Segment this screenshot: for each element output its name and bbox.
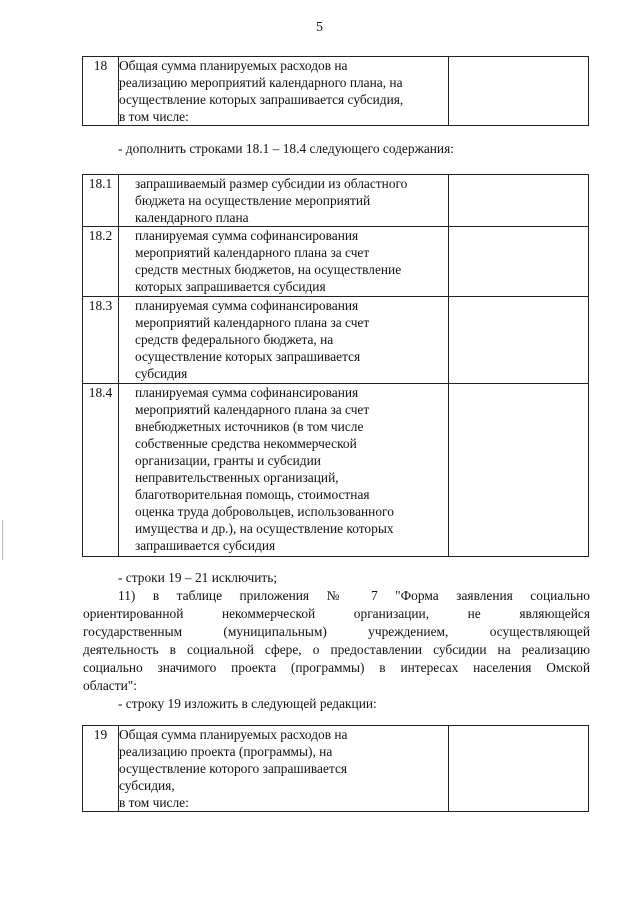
row-number: 18: [83, 57, 119, 126]
row-description: [119, 726, 449, 812]
text-line: реализацию мероприятий календарного плана, на: [119, 75, 403, 90]
text-line: социально значимого проекта (программы) в интересах населения Омской: [83, 660, 590, 675]
row-description: [119, 297, 449, 384]
text-line: благотворительная помощь, стоимостная: [135, 487, 370, 502]
row-19-instruction: - строку 19 изложить в следующей редакции:: [118, 696, 377, 711]
text-line: собственные средства некоммерческой: [135, 436, 357, 451]
table-row: [83, 175, 589, 227]
text-line: в том числе:: [119, 109, 189, 124]
exclude-rows-line: - строки 19 – 21 исключить;: [118, 570, 278, 585]
row-description: [119, 57, 449, 126]
table-row: [83, 384, 589, 557]
text-line: календарного плана: [135, 210, 249, 225]
value-cell: [449, 384, 589, 557]
text-line: субсидия,: [119, 778, 175, 793]
intro-paragraph: - дополнить строками 18.1 – 18.4 следующего содержания:: [118, 141, 454, 156]
text-line: средств местных бюджетов, на осуществление: [135, 262, 402, 277]
text-line: в том числе:: [119, 795, 189, 810]
table-row: [83, 57, 589, 126]
text-line: осуществление которого запрашивается: [119, 761, 348, 776]
row-number: 18.1: [83, 175, 119, 227]
table-bottom: [82, 725, 589, 812]
row-number: 18.3: [83, 297, 119, 384]
text-line: планируемая сумма софинансирования: [135, 228, 359, 243]
text-line: Общая сумма планируемых расходов на: [119, 58, 348, 73]
text-line: внебюджетных источников (в том числе: [135, 419, 364, 434]
text-line: мероприятий календарного плана за счет: [135, 245, 370, 260]
text-line: средств федерального бюджета, на: [135, 332, 334, 347]
row-number: 18.2: [83, 227, 119, 297]
text-line: неправительственных организаций,: [135, 470, 339, 485]
text-line: планируемая сумма софинансирования: [135, 385, 359, 400]
page-number: 5: [316, 20, 323, 35]
row-description: [119, 384, 449, 557]
text-line: реализацию проекта (программы), на: [119, 744, 333, 759]
text-line: которых запрашивается субсидия: [135, 279, 326, 294]
row-description: [119, 227, 449, 297]
text-line: осуществление которых запрашивается: [135, 349, 361, 364]
table-row: [83, 726, 589, 812]
text-line: запрашиваемый размер субсидии из областного: [135, 176, 408, 191]
value-cell: [449, 175, 589, 227]
row-number: 19: [83, 726, 119, 812]
scan-artifact: [2, 520, 3, 560]
value-cell: [449, 227, 589, 297]
text-line: деятельность в социальной сфере, о предоставлении субсидии на реализацию: [83, 642, 590, 657]
text-line: имущества и др.), на осуществление которых: [135, 521, 394, 536]
table-row: [83, 227, 589, 297]
text-line: осуществление которых запрашивается субсидия,: [119, 92, 404, 107]
value-cell: [449, 726, 589, 812]
table-middle: [82, 174, 589, 557]
text-line: Общая сумма планируемых расходов на: [119, 727, 348, 742]
text-line: оценка труда добровольцев, использованного: [135, 504, 394, 519]
text-line: области":: [83, 678, 137, 693]
text-line: бюджета на осуществление мероприятий: [135, 193, 371, 208]
text-line: организации, гранты и субсидии: [135, 453, 321, 468]
text-line: 11) в таблице приложения № 7 "Форма заявления социально: [118, 588, 590, 603]
text-line: ориентированной некоммерческой организации, не являющейся: [83, 606, 590, 621]
table-top: [82, 56, 589, 126]
text-line: мероприятий календарного плана за счет: [135, 402, 370, 417]
table-row: [83, 297, 589, 384]
value-cell: [449, 297, 589, 384]
value-cell: [449, 57, 589, 126]
text-line: планируемая сумма софинансирования: [135, 298, 359, 313]
row-number: 18.4: [83, 384, 119, 557]
text-line: запрашивается субсидия: [135, 538, 276, 553]
text-line: государственным (муниципальным) учреждением, осуществляющей: [83, 624, 590, 639]
row-description: [119, 175, 449, 227]
text-line: мероприятий календарного плана за счет: [135, 315, 370, 330]
text-line: субсидия: [135, 366, 188, 381]
